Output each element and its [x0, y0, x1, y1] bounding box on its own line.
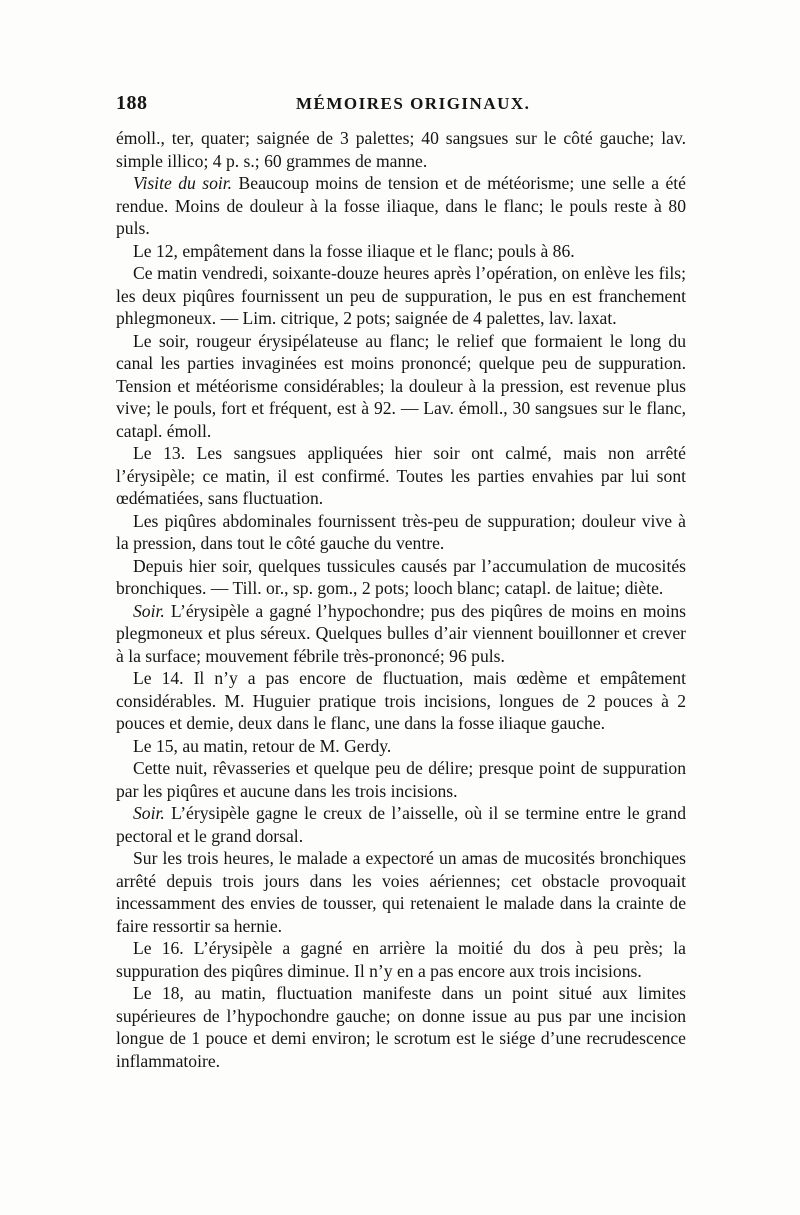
paragraph: Sur les trois heures, le malade a expectoré un amas de mucosités bronchiques arrêté depuis trois jours dans les voies aériennes; cet obstacle provoquait incessamment des envies de tousser, qui retenaient le malade dans la crainte de faire ressortir sa hernie. — [116, 848, 686, 936]
paragraph: Visite du soir. Beaucoup moins de tension et de météorisme; une selle a été rendue. Moins de douleur à la fosse iliaque, dans le flanc; le pouls reste à 80 puls. — [116, 173, 686, 238]
paragraph: Ce matin vendredi, soixante-douze heures après l’opération, on enlève les fils; les deux piqûres fournissent un peu de suppuration, le pus en est franchement phlegmoneux. — Lim. citrique, 2 pots; saignée de 4 palettes, lav. laxat. — [116, 263, 686, 328]
paragraph: Le soir, rougeur érysipélateuse au flanc; le relief que formaient le long du canal les parties invaginées est moins prononcé; quelque peu de suppuration. Tension et météorisme considérables; la douleur à la pression, est revenue plus vive; le pouls, fort et fréquent, est à 92. — Lav. émoll., 30 sangsues sur le flanc, catapl. émoll. — [116, 330, 686, 441]
body-text — [116, 127, 686, 1072]
paragraph: Le 16. L’érysipèle a gagné en arrière la moitié du dos à peu près; la suppuration des piqûres diminue. Il n’y en a pas encore aux trois incisions. — [116, 938, 686, 981]
page-number: 188 — [116, 92, 148, 114]
running-title: MÉMOIRES ORIGINAUX. — [296, 94, 531, 113]
paragraph: Depuis hier soir, quelques tussicules causés par l’accumulation de mucosités bronchiques. — Till. or., sp. gom., 2 pots; looch blanc; catapl. de laitue; diète. — [116, 555, 686, 598]
paragraph: émoll., ter, quater; saignée de 3 palettes; 40 sangsues sur le côté gauche; lav. simple illico; 4 p. s.; 60 grammes de manne. — [116, 128, 686, 171]
paragraph: Le 18, au matin, fluctuation manifeste dans un point situé aux limites supérieures de l’hypochondre gauche; on donne issue au pus par une incision longue de 1 pouce et demi environ; le scrotum est le siége d’une recrudescence inflammatoire. — [116, 983, 686, 1071]
paragraph: Les piqûres abdominales fournissent très-peu de suppuration; douleur vive à la pression, dans tout le côté gauche du ventre. — [116, 510, 686, 553]
paragraph: Le 13. Les sangsues appliquées hier soir ont calmé, mais non arrêté l’érysipèle; ce matin, il est confirmé. Toutes les parties envahies par lui sont œdématiées, sans fluctuation. — [116, 443, 686, 508]
page-header — [116, 92, 686, 122]
paragraph: Cette nuit, rêvasseries et quelque peu de délire; presque point de suppuration par les piqûres et aucune dans les trois incisions. — [116, 758, 686, 801]
paragraph: Soir. L’érysipèle a gagné l’hypochondre; pus des piqûres de moins en moins plegmoneux et plus séreux. Quelques bulles d’air viennent bouillonner et crever à la surface; mouvement fébrile très-prononcé; 96 puls. — [116, 600, 686, 666]
paragraph: Le 12, empâtement dans la fosse iliaque et le flanc; pouls à 86. — [133, 240, 575, 261]
paragraph: Le 14. Il n’y a pas encore de fluctuation, mais œdème et empâtement considérables. M. Huguier pratique trois incisions, longues de 2 pouces à 2 pouces et demie, deux dans le flanc, une dans la fosse iliaque gauche. — [116, 668, 686, 733]
paragraph: Soir. L’érysipèle gagne le creux de l’aisselle, où il se termine entre le grand pectoral et le grand dorsal. — [116, 803, 686, 846]
paragraph: Le 15, au matin, retour de M. Gerdy. — [133, 735, 392, 756]
